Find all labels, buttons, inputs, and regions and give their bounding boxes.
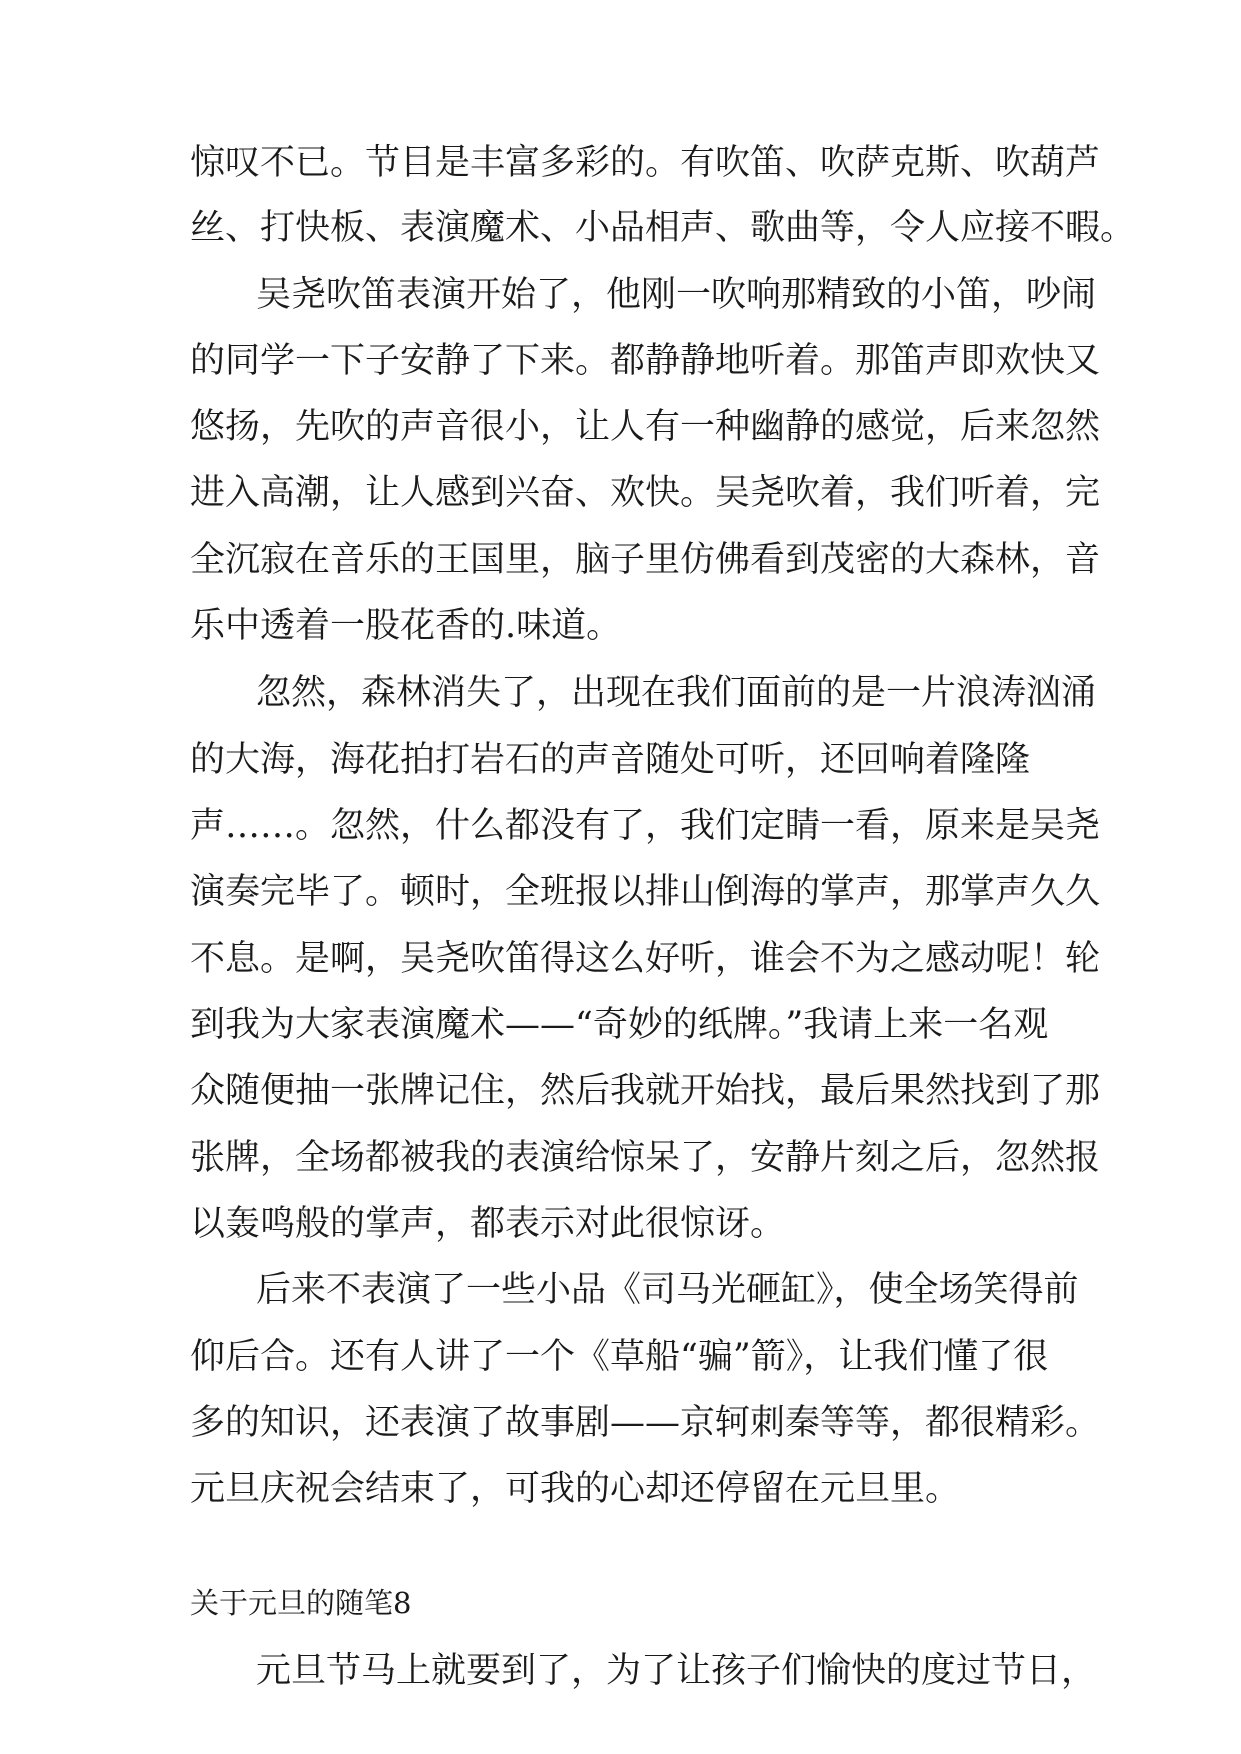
text-line: 悠扬，先吹的声音很小，让人有一种幽静的感觉，后来忽然	[190, 407, 1101, 447]
text-line: 众随便抽一张牌记住，然后我就开始找，最后果然找到了那	[190, 1071, 1101, 1111]
text-line: 忽然，森林消失了，出现在我们面前的是一片浪涛汹涌	[256, 673, 1097, 713]
text-line: 不息。是啊，吴尧吹笛得这么好听，谁会不为之感动呢！轮	[190, 939, 1101, 979]
text-line: 声……。忽然，什么都没有了，我们定睛一看，原来是吴尧	[190, 806, 1101, 846]
text-line: 张牌，全场都被我的表演给惊呆了，安静片刻之后，忽然报	[190, 1138, 1101, 1178]
text-line: 元旦节马上就要到了，为了让孩子们愉快的度过节日，	[256, 1651, 1097, 1691]
text-line: 进入高潮，让人感到兴奋、欢快。吴尧吹着，我们听着，完	[190, 473, 1101, 513]
text-line: 演奏完毕了。顿时，全班报以排山倒海的掌声，那掌声久久	[190, 872, 1101, 912]
text-line: 以轰鸣般的掌声，都表示对此很惊讶。	[190, 1204, 786, 1244]
text-line: 吴尧吹笛表演开始了，他刚一吹响那精致的小笛，吵闹	[256, 275, 1097, 315]
section-heading: 关于元旦的随笔8	[190, 1586, 412, 1620]
text-line: 多的知识，还表演了故事剧——京轲刺秦等等，都很精彩。	[190, 1403, 1101, 1443]
text-line: 丝、打快板、表演魔术、小品相声、歌曲等，令人应接不暇。	[190, 208, 1136, 248]
text-line: 的同学一下子安静了下来。都静静地听着。那笛声即欢快又	[190, 341, 1101, 381]
text-line: 后来不表演了一些小品《司马光砸缸》，使全场笑得前	[256, 1270, 1079, 1310]
text-line: 的大海，海花拍打岩石的声音随处可听，还回响着隆隆	[190, 740, 1031, 780]
text-line: 全沉寂在音乐的王国里，脑子里仿佛看到茂密的大森林，音	[190, 540, 1101, 580]
text-line: 到我为大家表演魔术——“奇妙的纸牌。”我请上来一名观	[190, 1005, 1049, 1045]
text-line: 仰后合。还有人讲了一个《草船“骗”箭》，让我们懂了很	[190, 1337, 1049, 1377]
text-line: 惊叹不已。节目是丰富多彩的。有吹笛、吹萨克斯、吹葫芦	[190, 143, 1101, 183]
text-line: 元旦庆祝会结束了，可我的心却还停留在元旦里。	[190, 1469, 961, 1509]
text-line: 乐中透着一股花香的.味道。	[190, 606, 622, 646]
